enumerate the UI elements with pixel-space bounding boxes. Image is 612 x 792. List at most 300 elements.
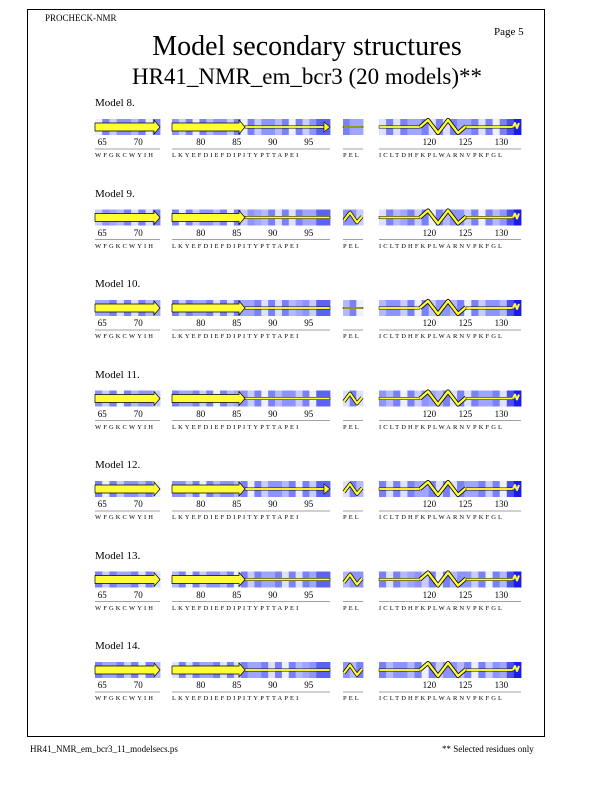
profile-cell — [436, 662, 444, 678]
profile-cell — [153, 481, 161, 497]
residue-tick-label: 90 — [268, 137, 278, 147]
residue-tick-label: 70 — [133, 499, 143, 509]
helix — [344, 665, 362, 675]
model-label: Model 13. — [95, 549, 141, 562]
profile-cell — [124, 572, 132, 588]
profile-cell — [316, 119, 323, 135]
residue-tick-label: 85 — [232, 408, 242, 419]
strand-arrow — [95, 482, 160, 496]
profile-cell — [464, 481, 472, 497]
profile-cell — [457, 662, 465, 678]
profile-cell — [514, 210, 522, 226]
profile-cell — [131, 210, 139, 226]
sequence-text: LKYEFDIEFDIPITYPTTAPEI — [172, 604, 301, 612]
profile-cell — [241, 210, 248, 226]
strand-arrow — [324, 484, 330, 494]
profile-cell — [436, 210, 444, 226]
profile-cell — [350, 119, 357, 135]
profile-cell — [138, 119, 146, 135]
profile-cell — [241, 391, 248, 407]
profile-cell — [415, 662, 423, 678]
profile-cell — [415, 481, 423, 497]
profile-cell — [464, 119, 472, 135]
profile-cell — [199, 210, 206, 226]
profile-cell — [220, 662, 227, 678]
profile-cell — [179, 210, 186, 226]
profile-cell — [514, 662, 522, 678]
profile-cell — [248, 300, 255, 316]
helix — [513, 214, 519, 219]
profile-cell — [486, 391, 494, 407]
residue-tick-label: 130 — [494, 318, 509, 328]
residue-tick-label: 70 — [133, 408, 143, 419]
residue-tick-label: 120 — [422, 408, 437, 419]
strand-arrow — [95, 120, 160, 134]
profile-cell — [500, 662, 508, 678]
profile-cell — [227, 119, 234, 135]
strand-arrow — [172, 663, 245, 677]
profile-cell — [102, 662, 110, 678]
profile-cell — [146, 119, 154, 135]
profile-cell — [356, 481, 363, 497]
residue-tick-label: 85 — [232, 137, 242, 147]
profile-cell — [393, 481, 401, 497]
profile-cell — [275, 572, 282, 588]
sequence-text: PEL — [343, 152, 361, 159]
coil-line — [379, 307, 420, 309]
helix-outline — [344, 575, 362, 585]
coil-line — [466, 488, 513, 490]
sequence-text: WFGKCWYIH — [95, 242, 156, 250]
profile-cell — [213, 210, 220, 226]
profile-cell — [379, 481, 387, 497]
profile-cell — [478, 119, 486, 135]
profile-cell — [268, 119, 275, 135]
profile-cell — [471, 572, 479, 588]
residue-tick-label: 70 — [133, 227, 143, 238]
residue-tick-label: 70 — [133, 680, 143, 690]
residue-tick-label: 120 — [422, 680, 437, 690]
profile-cell — [282, 572, 289, 588]
profile-cell — [303, 481, 310, 497]
sequence-text: WFGKCWYIH — [95, 152, 156, 159]
profile-cell — [153, 662, 161, 678]
helix-outline — [420, 573, 466, 586]
profile-cell — [400, 481, 408, 497]
helix — [513, 485, 519, 490]
residue-tick-label: 95 — [304, 227, 314, 238]
profile-cell — [436, 300, 444, 316]
profile-cell — [493, 572, 501, 588]
footer-filename: HR41_NMR_em_bcr3_11_modelsecs.ps — [30, 744, 178, 754]
profile-cell — [153, 210, 161, 226]
helix-outline — [420, 392, 466, 405]
profile-cell — [429, 391, 437, 407]
profile-cell — [138, 210, 146, 226]
sequence-text: ICLTDHFKPLWARNVPKFGL — [379, 514, 505, 521]
coil-line — [343, 126, 363, 128]
profile-cell — [268, 391, 275, 407]
profile-cell — [316, 662, 323, 678]
sequence-text: PEL — [343, 423, 361, 431]
residue-tick-label: 125 — [458, 227, 473, 238]
profile-cell — [457, 391, 465, 407]
profile-cell — [131, 662, 139, 678]
profile-cell — [443, 300, 451, 316]
profile-cell — [220, 300, 227, 316]
profile-cell — [407, 662, 415, 678]
strand-arrow — [95, 211, 160, 225]
profile-cell — [124, 481, 132, 497]
profile-cell — [429, 210, 437, 226]
profile-cell — [323, 119, 330, 135]
profile-cell — [415, 210, 423, 226]
profile-cell — [500, 391, 508, 407]
profile-cell — [350, 300, 357, 316]
residue-tick-label: 90 — [268, 227, 278, 238]
profile-cell — [323, 481, 330, 497]
profile-cell — [289, 662, 296, 678]
coil-line — [245, 307, 330, 309]
profile-cell — [234, 662, 241, 678]
profile-cell — [282, 662, 289, 678]
profile-cell — [464, 391, 472, 407]
strand-arrow — [172, 392, 245, 406]
profile-cell — [124, 662, 132, 678]
profile-cell — [457, 572, 465, 588]
residue-tick-label: 85 — [232, 589, 242, 600]
coil-line — [245, 578, 330, 580]
profile-cell — [493, 300, 501, 316]
profile-cell — [400, 391, 408, 407]
profile-cell — [514, 391, 522, 407]
profile-cell — [95, 481, 103, 497]
profile-cell — [429, 662, 437, 678]
strand-arrow — [324, 122, 330, 132]
profile-cell — [275, 662, 282, 678]
profile-cell — [343, 391, 350, 407]
profile-cell — [193, 300, 200, 316]
profile-cell — [124, 119, 132, 135]
sequence-text: WFGKCWYIH — [95, 423, 156, 431]
residue-tick-label: 95 — [304, 680, 314, 690]
profile-cell — [199, 481, 206, 497]
profile-cell — [268, 662, 275, 678]
profile-cell — [199, 662, 206, 678]
residue-tick-label: 80 — [196, 408, 206, 419]
profile-cell — [400, 662, 408, 678]
profile-cell — [102, 572, 110, 588]
profile-cell — [248, 210, 255, 226]
profile-cell — [109, 300, 117, 316]
profile-cell — [356, 300, 363, 316]
profile-cell — [172, 572, 179, 588]
profile-cell — [138, 662, 146, 678]
profile-cell — [248, 391, 255, 407]
profile-cell — [153, 119, 161, 135]
residue-tick-label: 130 — [494, 137, 509, 147]
profile-cell — [429, 300, 437, 316]
profile-cell — [186, 210, 193, 226]
profile-cell — [350, 210, 357, 226]
sequence-text: WFGKCWYIH — [95, 514, 156, 521]
profile-cell — [172, 391, 179, 407]
residue-tick-label: 130 — [494, 408, 509, 419]
profile-cell — [415, 572, 423, 588]
profile-cell — [500, 119, 508, 135]
residue-tick-label: 80 — [196, 227, 206, 238]
profile-cell — [193, 572, 200, 588]
profile-cell — [500, 572, 508, 588]
profile-cell — [407, 391, 415, 407]
sequence-text: PEL — [343, 333, 361, 340]
profile-cell — [309, 481, 316, 497]
profile-cell — [316, 481, 323, 497]
coil-line — [466, 578, 513, 580]
profile-cell — [254, 300, 261, 316]
profile-cell — [486, 210, 494, 226]
profile-cell — [507, 391, 515, 407]
profile-cell — [227, 572, 234, 588]
helix-outline — [344, 394, 362, 404]
sequence-text: LKYEFDIEFDIPITYPTTAPEI — [172, 423, 301, 431]
profile-cell — [471, 300, 479, 316]
coil-line — [379, 578, 420, 580]
profile-cell — [193, 391, 200, 407]
coil-line — [466, 669, 513, 671]
profile-cell — [146, 210, 154, 226]
profile-cell — [393, 572, 401, 588]
residue-tick-label: 125 — [458, 589, 473, 600]
profile-cell — [323, 391, 330, 407]
profile-cell — [199, 300, 206, 316]
profile-cell — [303, 300, 310, 316]
profile-cell — [443, 210, 451, 226]
model-label: Model 10. — [95, 278, 141, 290]
profile-cell — [179, 481, 186, 497]
model-label: Model 9. — [95, 187, 135, 200]
helix-outline — [420, 663, 466, 676]
profile-cell — [275, 210, 282, 226]
profile-cell — [471, 662, 479, 678]
profile-cell — [296, 662, 303, 678]
residue-tick-label: 120 — [422, 499, 437, 509]
profile-cell — [261, 662, 268, 678]
residue-tick-label: 65 — [97, 318, 107, 328]
profile-cell — [172, 119, 179, 135]
profile-cell — [303, 391, 310, 407]
profile-cell — [261, 481, 268, 497]
residue-tick-label: 95 — [304, 499, 314, 509]
profile-cell — [436, 391, 444, 407]
profile-cell — [117, 210, 125, 226]
profile-cell — [193, 210, 200, 226]
profile-cell — [241, 481, 248, 497]
profile-cell — [102, 481, 110, 497]
profile-cell — [146, 391, 154, 407]
profile-cell — [500, 300, 508, 316]
profile-cell — [386, 119, 394, 135]
profile-cell — [146, 300, 154, 316]
profile-cell — [407, 210, 415, 226]
sequence-text: WFGKCWYIH — [95, 695, 156, 702]
sequence-text: WFGKCWYIH — [95, 604, 156, 612]
profile-cell — [407, 300, 415, 316]
residue-tick-label: 95 — [304, 589, 314, 600]
profile-cell — [241, 572, 248, 588]
profile-cell — [227, 662, 234, 678]
profile-cell — [422, 572, 430, 588]
profile-cell — [172, 210, 179, 226]
profile-cell — [486, 662, 494, 678]
profile-cell — [493, 119, 501, 135]
profile-cell — [213, 662, 220, 678]
residue-tick-label: 130 — [494, 227, 509, 238]
profile-cell — [514, 300, 522, 316]
residue-tick-label: 90 — [268, 408, 278, 419]
sequence-text: LKYEFDIEFDIPITYPTTAPEI — [172, 333, 301, 340]
profile-cell — [186, 662, 193, 678]
profile-cell — [193, 481, 200, 497]
profile-cell — [415, 119, 423, 135]
profile-cell — [500, 210, 508, 226]
profile-cell — [422, 300, 430, 316]
profile-cell — [478, 300, 486, 316]
profile-cell — [493, 210, 501, 226]
profile-cell — [131, 391, 139, 407]
residue-tick-label: 80 — [196, 137, 206, 147]
profile-cell — [179, 119, 186, 135]
profile-cell — [234, 481, 241, 497]
coil-line — [379, 669, 420, 671]
coil-line — [466, 307, 513, 309]
residue-tick-label: 85 — [232, 227, 242, 238]
profile-cell — [254, 210, 261, 226]
helix — [420, 663, 466, 676]
profile-cell — [179, 572, 186, 588]
profile-cell — [241, 662, 248, 678]
sequence-text: ICLTDHFKPLWARNVPKFGL — [379, 242, 505, 250]
profile-cell — [436, 119, 444, 135]
profile-cell — [146, 662, 154, 678]
profile-cell — [464, 210, 472, 226]
residue-tick-label: 85 — [232, 680, 242, 690]
strand-arrow — [95, 301, 160, 315]
helix-outline — [420, 482, 466, 495]
profile-cell — [186, 481, 193, 497]
profile-cell — [323, 662, 330, 678]
profile-cell — [386, 572, 394, 588]
profile-cell — [464, 572, 472, 588]
coil-line — [466, 216, 513, 218]
profile-cell — [450, 481, 458, 497]
profile-cell — [422, 391, 430, 407]
helix — [513, 304, 519, 309]
profile-cell — [316, 572, 323, 588]
profile-cell — [268, 481, 275, 497]
profile-cell — [227, 300, 234, 316]
profile-cell — [234, 210, 241, 226]
profile-cell — [261, 572, 268, 588]
profile-cell — [254, 119, 261, 135]
profile-cell — [471, 119, 479, 135]
profile-cell — [172, 662, 179, 678]
profile-cell — [248, 481, 255, 497]
profile-cell — [95, 210, 103, 226]
profile-cell — [486, 481, 494, 497]
profile-cell — [303, 210, 310, 226]
profile-cell — [422, 662, 430, 678]
profile-cell — [443, 391, 451, 407]
profile-cell — [379, 300, 387, 316]
sequence-text: ICLTDHFKPLWARNVPKFGL — [379, 423, 505, 431]
profile-cell — [199, 572, 206, 588]
profile-cell — [95, 662, 103, 678]
strand-arrow — [172, 211, 245, 225]
profile-cell — [422, 119, 430, 135]
profile-cell — [464, 300, 472, 316]
helix — [513, 395, 519, 400]
profile-cell — [478, 391, 486, 407]
sequence-text: ICLTDHFKPLWARNVPKFGL — [379, 152, 505, 159]
profile-cell — [282, 391, 289, 407]
residue-tick-label: 90 — [268, 680, 278, 690]
sequence-text: ICLTDHFKPLWARNVPKFGL — [379, 695, 505, 702]
profile-cell — [254, 391, 261, 407]
profile-cell — [227, 391, 234, 407]
profile-cell — [213, 572, 220, 588]
profile-cell — [268, 572, 275, 588]
helix — [344, 394, 362, 404]
profile-cell — [471, 210, 479, 226]
profile-cell — [102, 210, 110, 226]
sequence-text: LKYEFDIEFDIPITYPTTAPEI — [172, 152, 301, 159]
profile-cell — [109, 210, 117, 226]
profile-cell — [356, 662, 363, 678]
residue-tick-label: 65 — [97, 680, 107, 690]
profile-cell — [206, 119, 213, 135]
profile-cell — [124, 300, 132, 316]
coil-line — [343, 307, 363, 309]
profile-cell — [131, 300, 139, 316]
sequence-text: PEL — [343, 514, 361, 521]
strand-arrow — [95, 392, 160, 406]
profile-cell — [241, 119, 248, 135]
profile-cell — [323, 572, 330, 588]
profile-cell — [493, 481, 501, 497]
profile-cell — [422, 481, 430, 497]
profile-cell — [131, 572, 139, 588]
profile-cell — [323, 210, 330, 226]
residue-tick-label: 120 — [422, 137, 437, 147]
profile-cell — [282, 481, 289, 497]
helix — [513, 666, 519, 671]
residue-tick-label: 90 — [268, 499, 278, 509]
profile-cell — [507, 662, 515, 678]
profile-cell — [443, 119, 451, 135]
profile-cell — [350, 391, 357, 407]
residue-tick-label: 80 — [196, 680, 206, 690]
helix — [420, 392, 466, 405]
profile-cell — [124, 391, 132, 407]
profile-cell — [457, 300, 465, 316]
profile-cell — [248, 572, 255, 588]
profile-cell — [356, 210, 363, 226]
profile-cell — [457, 481, 465, 497]
profile-cell — [400, 300, 408, 316]
profile-cell — [443, 662, 451, 678]
profile-cell — [443, 481, 451, 497]
